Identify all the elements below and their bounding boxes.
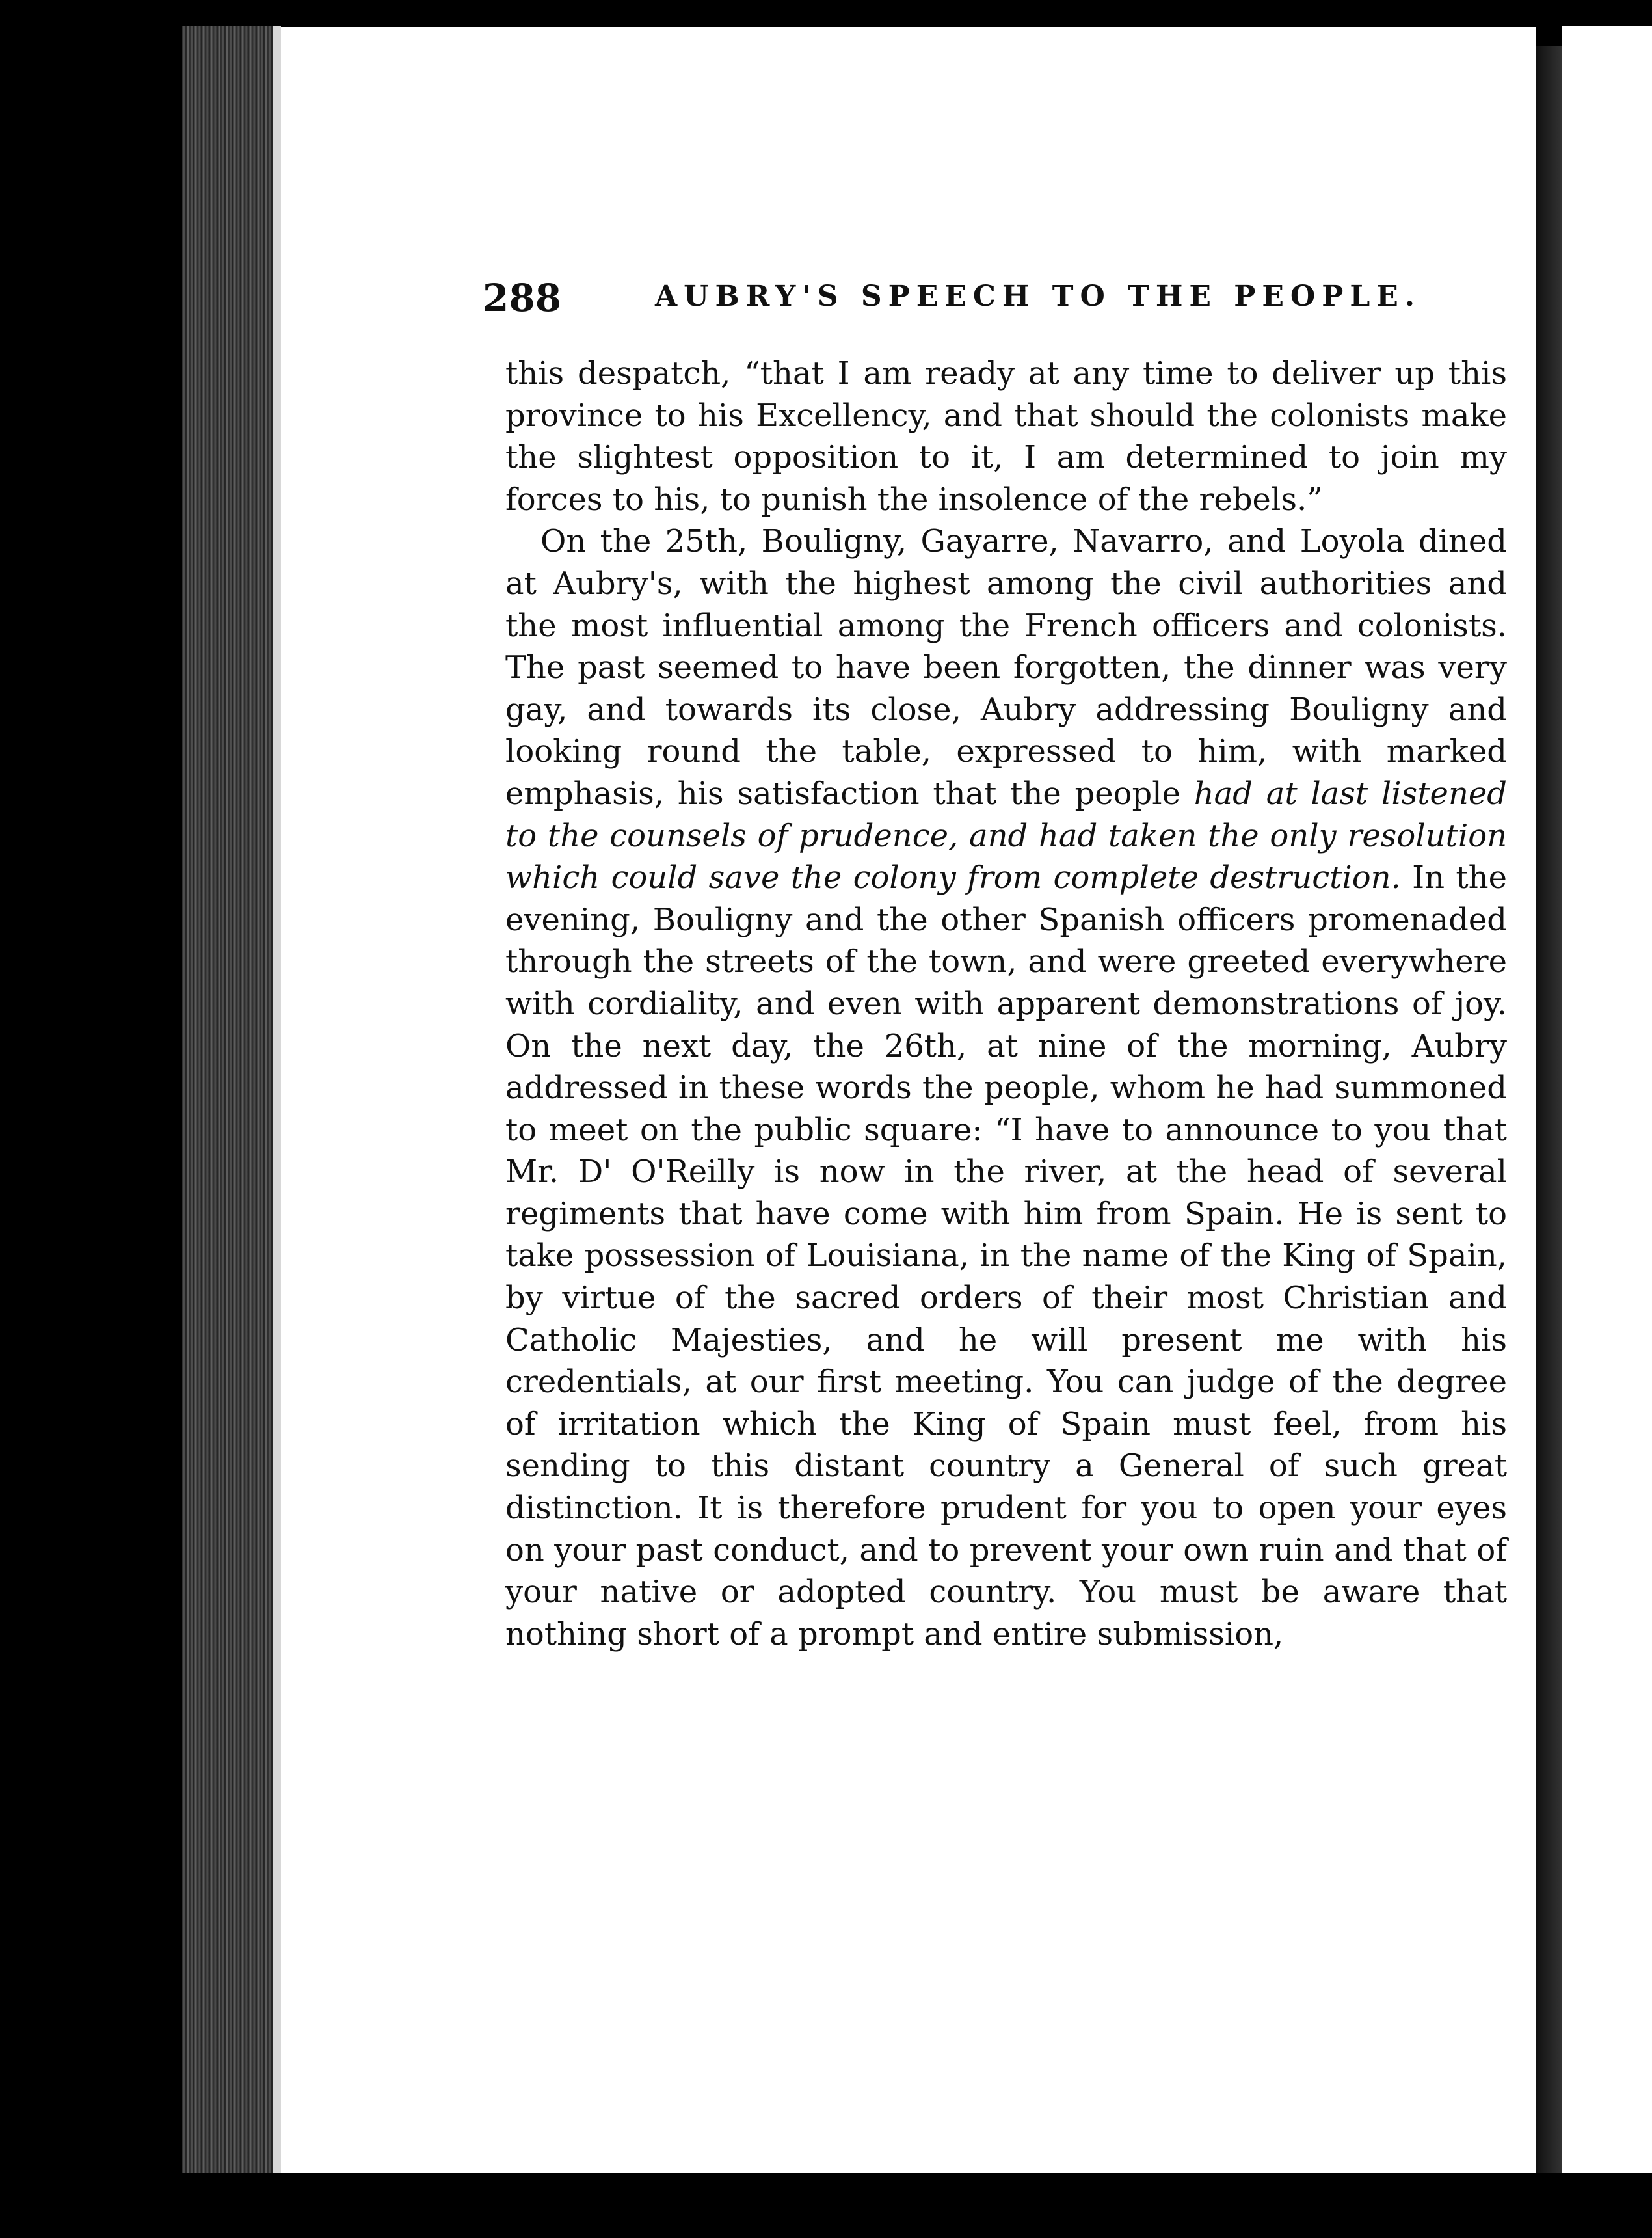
paragraph-text: In the evening, Bouligny and the other Spanish officers promenaded through the streets of the town, and were greeted everywhere with cordiality, and even with apparent demonstrations of joy. On the next day, the 26th, at nine of the morning, Aubry addressed in these words the people, whom he had summoned to meet on the public square: “I have to announce to you that Mr. D' O'Reilly is now in the river, at the head of several regiments that have come with him from Spain. He is sent to take possession of Louisiana, in the name of the King of Spain, by virtue of the sacred orders of their most Christian and Catholic Majesties, and he will present me with his credentials, at our first meeting. You can judge of the degree of irritation which the King of Spain must feel, from his sending to this distant country a General of such great distinction. It is therefore prudent for you to open your eyes on your past conduct, and to prevent your own ruin and that of your native or adopted country. You must be aware that nothing short of a prompt and entire submission, [505, 859, 1507, 1652]
running-title: AUBRY'S SPEECH TO THE PEOPLE. [655, 280, 1422, 313]
paragraph-dinner [505, 520, 1507, 1655]
gutter-shadow [1536, 46, 1562, 2173]
running-head [483, 276, 1497, 334]
italic-quote: had at last listened to the counsels of prudence, and had taken the only resolution which could save the colony from complete destruction. [505, 775, 1508, 897]
page-number: 288 [483, 276, 562, 320]
page-edge [273, 26, 281, 2173]
paragraph-continuation: this despatch, “that I am ready at any time to deliver up this province to his Excellency, and that should the colonists make the slightest opposition to it, I am determined to join my forces to his, to punish the insolence of the rebels.” [505, 355, 1507, 518]
paragraph-text: On the 25th, Bouligny, Gayarre, Navarro, and Loyola dined at Aubry's, with the highest among the civil authorities and the most influential among the French officers and colonists. The past seemed to have been forgotten, the dinner was very gay, and towards its close, Aubry addressing Bouligny and looking round the table, expressed to him, with marked emphasis, his satisfaction that the people [505, 523, 1507, 812]
body-text [505, 353, 1507, 1655]
facing-page [1562, 26, 1652, 2173]
book-page [281, 27, 1536, 2173]
book-binding [182, 26, 280, 2173]
